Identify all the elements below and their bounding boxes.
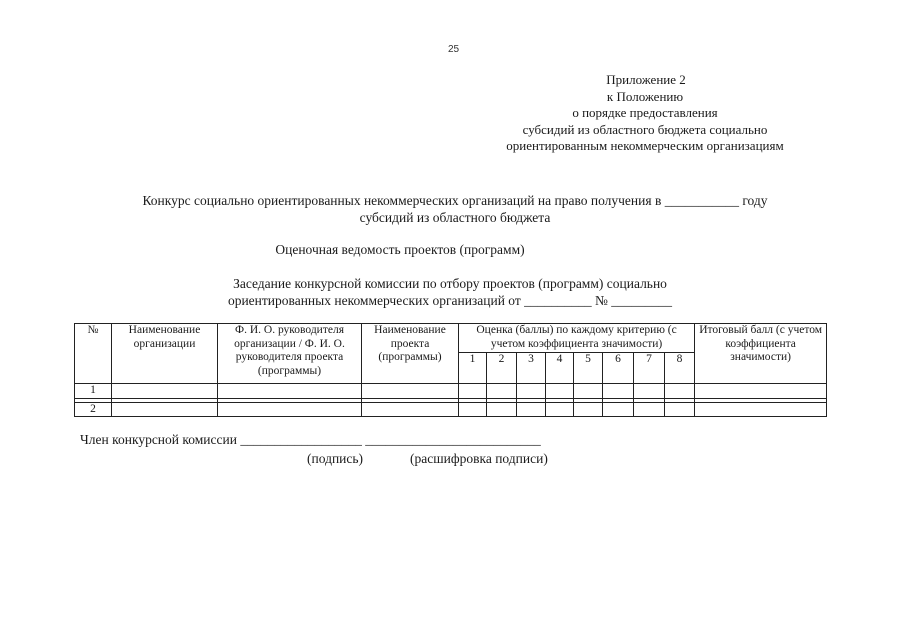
criterion-8: 8 [665,353,695,384]
signature-decode-label: (расшифровка подписи) [410,451,548,466]
criterion-1: 1 [459,353,487,384]
meeting-info [150,275,750,309]
meeting-line-1: Заседание конкурсной комиссии по отбору проектов (программ) социально [233,276,667,291]
criterion-7: 7 [634,353,665,384]
row-number: 1 [75,384,112,399]
statement-title: Оценочная ведомость проектов (программ) [275,242,525,257]
contest-title [60,192,850,226]
annex-line-5: ориентированным некоммерческим организациям [506,138,784,153]
annex-line-3: о порядке предоставления [572,105,718,120]
contest-line-2: субсидий из областного бюджета [359,210,551,225]
criterion-6: 6 [603,353,634,384]
contest-line-1: Конкурс социально ориентированных некоммерческих организаций на право получения в ___________ году [142,193,768,208]
meeting-line-2: ориентированных некоммерческих организаций от __________ № _________ [227,293,673,308]
evaluation-table [74,323,827,417]
criterion-2: 2 [487,353,517,384]
annex-header [480,72,810,155]
header-total: Итоговый балл (с учетом коэффициента значимости) [695,324,827,384]
header-no: № [75,324,112,384]
header-head-name: Ф. И. О. руководителя организации / Ф. И. О. руководителя проекта (программы) [218,324,362,384]
criterion-4: 4 [546,353,574,384]
criterion-3: 3 [517,353,546,384]
annex-line-2: к Положению [606,88,684,104]
commission-member-line: Член конкурсной комиссии __________________ __________________________ [80,432,541,447]
signature-label: (подпись) [307,451,364,466]
table-row [75,384,827,399]
annex-line-1: Приложение 2 [606,72,686,87]
header-score: Оценка (баллы) по каждому критерию (с учетом коэффициента значимости) [459,324,695,353]
table-row [75,402,827,417]
header-project: Наименование проекта (программы) [362,324,459,384]
page-number: 25 [448,44,460,55]
annex-line-4: субсидий из областного бюджета социально [522,121,768,137]
criterion-5: 5 [574,353,603,384]
row-number: 2 [75,402,112,417]
header-organization: Наименование организации [112,324,218,384]
